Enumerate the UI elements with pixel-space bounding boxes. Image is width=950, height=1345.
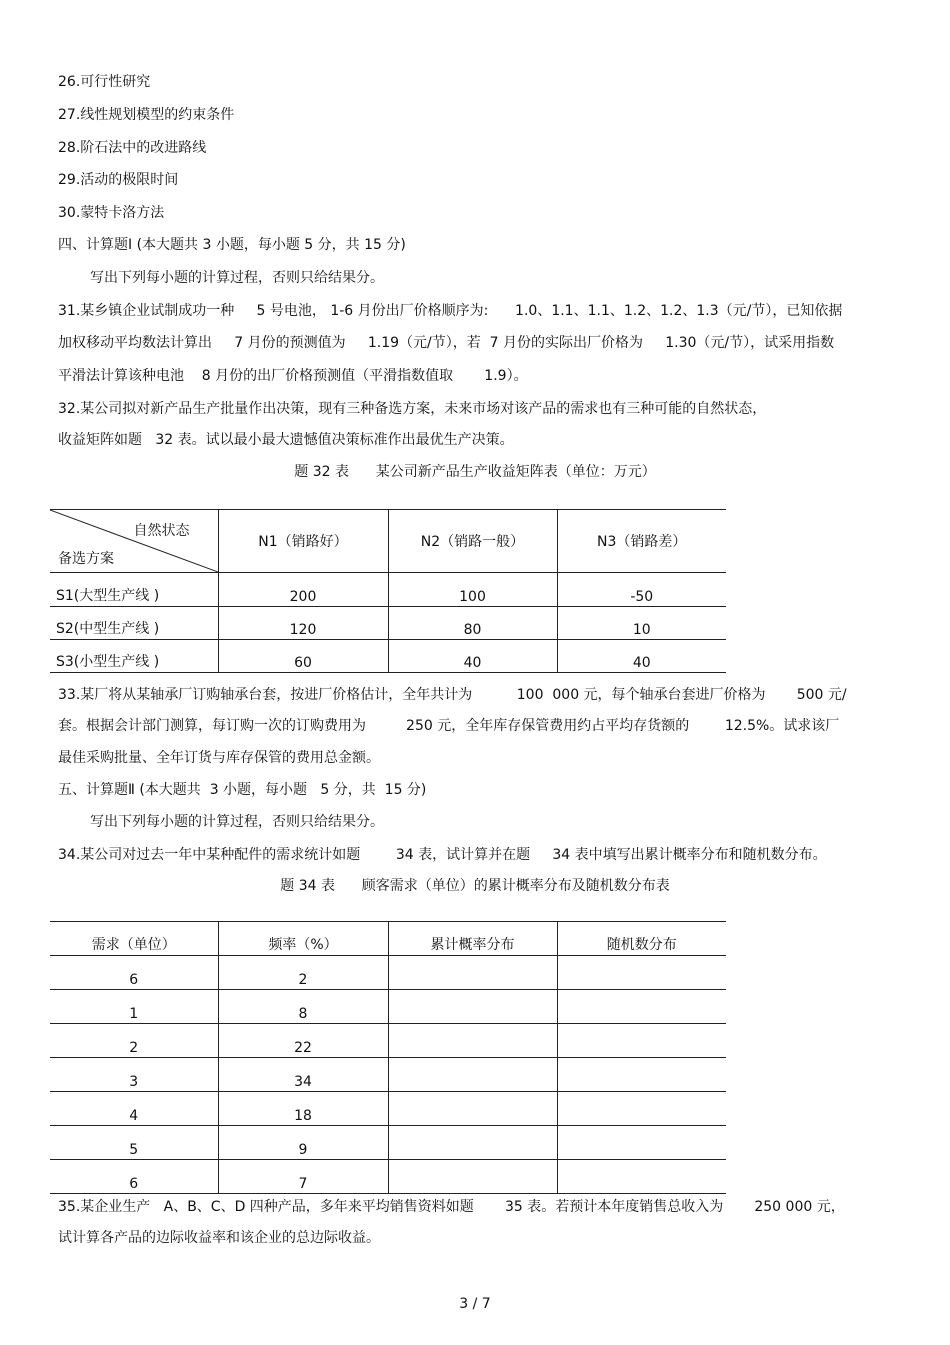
cumulative-cell [388, 1058, 557, 1092]
table-34-header: 随机数分布 [557, 922, 726, 956]
freq-cell: 34 [218, 1058, 388, 1092]
table-row [50, 607, 726, 640]
demand-cell: 2 [50, 1024, 218, 1058]
demand-cell: 1 [50, 990, 218, 1024]
cell: 120 [218, 607, 388, 640]
q31-line-3: 平滑法计算该种电池 8 月份的出厂价格预测值（平滑指数值取 1.9）。 [58, 368, 528, 384]
corner-bottom-label: 备选方案 [58, 551, 114, 567]
q34-line-1: 34.某公司对过去一年中某种配件的需求统计如题 34 表，试计算并在题 34 表中填写出累计概率分布和随机数分布。 [58, 847, 827, 863]
item-30: 30.蒙特卡洛方法 [58, 205, 165, 221]
row-label: S2(中型生产线 ) [50, 607, 218, 640]
table-34-caption: 题 34 表 顾客需求（单位）的累计概率分布及随机数分布表 [280, 878, 670, 894]
table-row [50, 956, 726, 990]
table-32-header: N3（销路差） [557, 510, 726, 573]
table-row [50, 1024, 726, 1058]
table-row [50, 640, 726, 673]
cell: 40 [557, 640, 726, 673]
cell: 100 [388, 573, 557, 607]
cell: 200 [218, 573, 388, 607]
cumulative-cell [388, 1160, 557, 1194]
demand-cell: 4 [50, 1092, 218, 1126]
cumulative-cell [388, 956, 557, 990]
section-4-instruction: 写出下列每小题的计算过程，否则只给结果分。 [90, 270, 384, 286]
q32-line-1: 32.某公司拟对新产品生产批量作出决策，现有三种备选方案，未来市场对该产品的需求也有三种可能的自然状态， [58, 401, 767, 417]
demand-cell: 6 [50, 956, 218, 990]
table-32-header: N1（销路好） [218, 510, 388, 573]
cumulative-cell [388, 1126, 557, 1160]
table-row [50, 573, 726, 607]
demand-cell: 6 [50, 1160, 218, 1194]
table-row [50, 1058, 726, 1092]
cell: 60 [218, 640, 388, 673]
random-range-cell [557, 956, 726, 990]
q31-line-1: 31.某乡镇企业试制成功一种 5 号电池， 1-6 月份出厂价格顺序为: 1.0、1.1、1.1、1.2、1.2、1.3（元/节），已知依据 [58, 303, 843, 319]
random-range-cell [557, 1058, 726, 1092]
cumulative-cell [388, 1092, 557, 1126]
section-5-instruction: 写出下列每小题的计算过程，否则只给结果分。 [90, 814, 384, 830]
cell: 10 [557, 607, 726, 640]
demand-cell: 3 [50, 1058, 218, 1092]
item-27: 27.线性规划模型的约束条件 [58, 107, 235, 123]
row-label: S1(大型生产线 ) [50, 573, 218, 607]
item-28: 28.阶石法中的改进路线 [58, 140, 207, 156]
cumulative-cell [388, 1024, 557, 1058]
row-label: S3(小型生产线 ) [50, 640, 218, 673]
cell: 40 [388, 640, 557, 673]
random-range-cell [557, 1024, 726, 1058]
item-26: 26.可行性研究 [58, 74, 151, 90]
freq-cell: 7 [218, 1160, 388, 1194]
freq-cell: 2 [218, 956, 388, 990]
table-32-corner-cell [50, 510, 218, 573]
table-34-header: 频率（%） [218, 922, 388, 956]
table-32 [50, 509, 726, 673]
q31-line-2: 加权移动平均数法计算出 7 月份的预测值为 1.19（元/节），若 7 月份的实际出厂价格为 1.30（元/节），试采用指数 [58, 335, 835, 351]
random-range-cell [557, 1126, 726, 1160]
cell: -50 [557, 573, 726, 607]
corner-top-label: 自然状态 [133, 523, 190, 539]
q35-line-1: 35.某企业生产 A、B、C、D 四种产品，多年来平均销售资料如题 35 表。若预计本年度销售总收入为 250 000 元， [58, 1199, 845, 1215]
item-29: 29.活动的极限时间 [58, 172, 179, 188]
table-row [50, 1092, 726, 1126]
q33-line-2: 套。根据会计部门测算，每订购一次的订购费用为 250 元，全年库存保管费用约占平均存货额的 12.5%。试求该厂 [58, 718, 840, 734]
table-row [50, 1126, 726, 1160]
table-32-header: N2（销路一般） [388, 510, 557, 573]
freq-cell: 18 [218, 1092, 388, 1126]
section-4-title: 四、计算题Ⅰ (本大题共 3 小题，每小题 5 分，共 15 分) [58, 237, 406, 253]
page-number: 3 / 7 [459, 1296, 491, 1312]
q35-line-2: 试计算各产品的边际收益率和该企业的总边际收益。 [58, 1230, 380, 1246]
freq-cell: 8 [218, 990, 388, 1024]
q33-line-1: 33.某厂将从某轴承厂订购轴承台套，按进厂价格估计，全年共计为 100 000 元，每个轴承台套进厂价格为 500 元/ [58, 687, 847, 703]
q32-line-2: 收益矩阵如题 32 表。试以最小最大遗憾值决策标准作出最优生产决策。 [58, 432, 514, 448]
freq-cell: 9 [218, 1126, 388, 1160]
table-34 [50, 921, 726, 1194]
q33-line-3: 最佳采购批量、全年订货与库存保管的费用总金额。 [58, 750, 380, 766]
table-32-caption: 题 32 表 某公司新产品生产收益矩阵表（单位：万元） [294, 464, 656, 480]
table-34-header: 累计概率分布 [388, 922, 557, 956]
random-range-cell [557, 1092, 726, 1126]
cumulative-cell [388, 990, 557, 1024]
cell: 80 [388, 607, 557, 640]
random-range-cell [557, 1160, 726, 1194]
table-34-header: 需求（单位） [50, 922, 218, 956]
freq-cell: 22 [218, 1024, 388, 1058]
section-5-title: 五、计算题Ⅱ (本大题共 3 小题，每小题 5 分，共 15 分) [58, 782, 427, 798]
table-row [50, 1160, 726, 1194]
random-range-cell [557, 990, 726, 1024]
table-row [50, 990, 726, 1024]
demand-cell: 5 [50, 1126, 218, 1160]
